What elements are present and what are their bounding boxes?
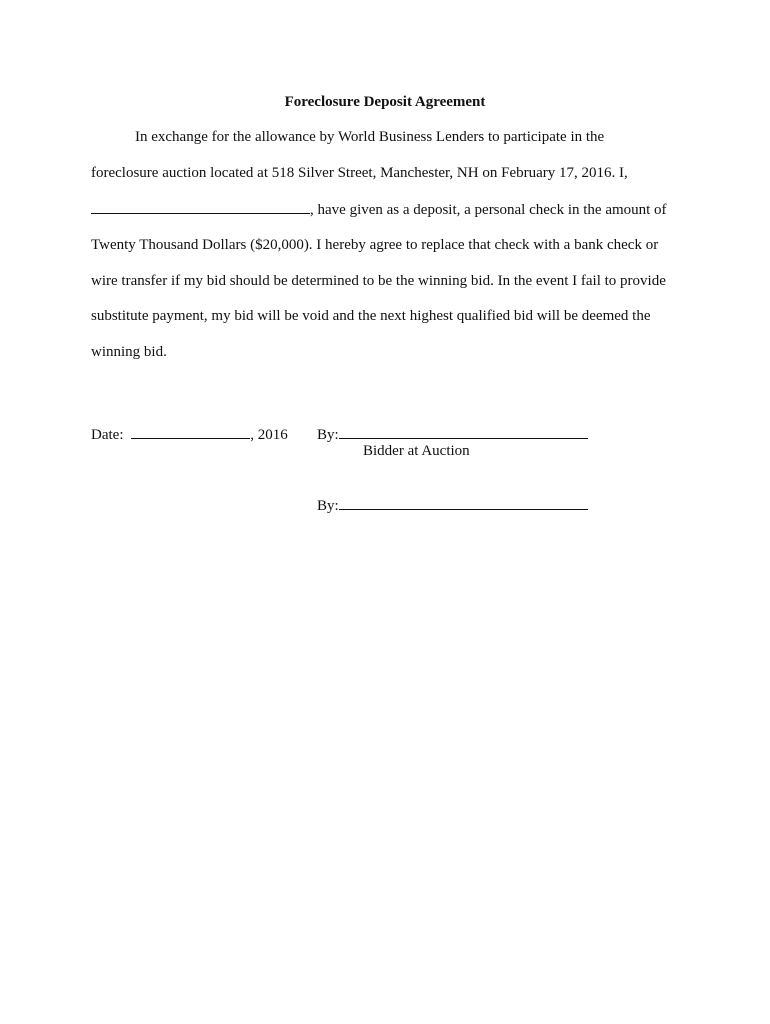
paragraph-line-6: substitute payment, my bid will be void and the next highest qualified bid will be deemed the bbox=[91, 308, 651, 324]
paragraph-line-2: foreclosure auction located at 518 Silver Street, Manchester, NH on February 17, 2016. I, bbox=[91, 165, 628, 181]
date-year-suffix: , 2016 bbox=[250, 427, 288, 443]
signature-row-2 bbox=[317, 495, 588, 516]
paragraph-line-3-text: , have given as a deposit, a personal check in the amount of bbox=[310, 202, 667, 218]
signature-line-1[interactable] bbox=[339, 424, 588, 439]
document-title: Foreclosure Deposit Agreement bbox=[284, 94, 486, 110]
paragraph-line-7: winning bid. bbox=[91, 344, 167, 360]
date-blank[interactable] bbox=[131, 424, 250, 439]
paragraph-line-1: In exchange for the allowance by World Business Lenders to participate in the bbox=[135, 129, 605, 145]
bidder-name-blank[interactable] bbox=[91, 199, 310, 214]
paragraph-line-5: wire transfer if my bid should be determined to be the winning bid. In the event I fail to provide bbox=[91, 273, 666, 289]
by-label-1: By: bbox=[317, 427, 339, 443]
date-row bbox=[91, 424, 288, 445]
paragraph-line-3 bbox=[91, 199, 667, 220]
signature-line-2[interactable] bbox=[339, 495, 588, 510]
paragraph-line-4: Twenty Thousand Dollars ($20,000). I hereby agree to replace that check with a bank check or bbox=[91, 237, 659, 253]
bidder-caption: Bidder at Auction bbox=[363, 443, 470, 459]
date-label: Date: bbox=[91, 427, 124, 443]
by-label-2: By: bbox=[317, 498, 339, 514]
